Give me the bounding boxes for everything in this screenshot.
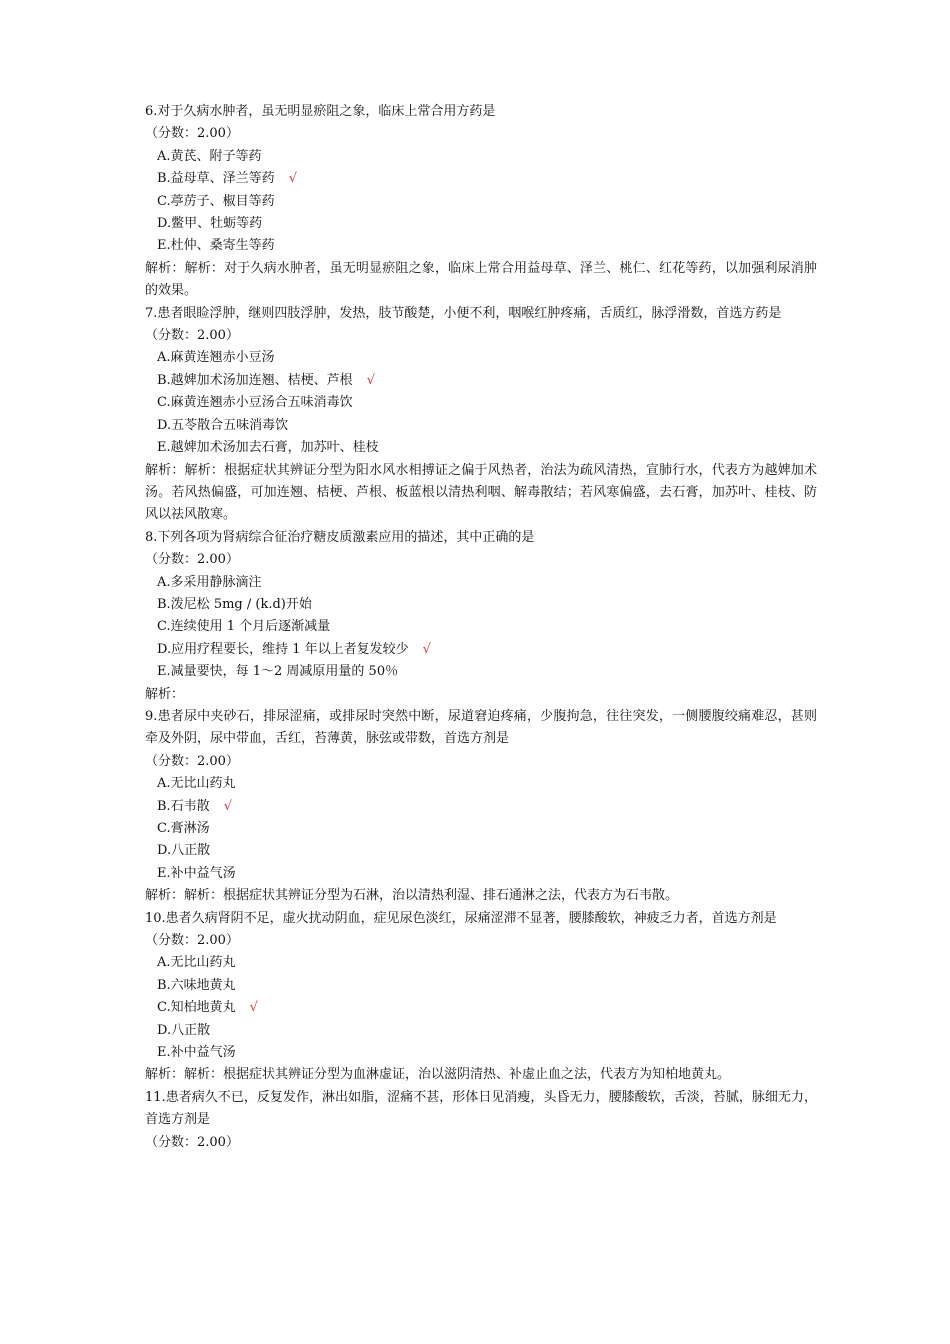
analysis: 解析：解析：根据症状其辨证分型为阳水风水相搏证之偏于风热者，治法为疏风清热，宣肺行水，代表方为越婢加术汤。若风热偏盛，可加连翘、桔梗、芦根、板蓝根以清热利咽、解毒散结；若风寒偏盛，去石膏，加苏叶、桂枝、防风以祛风散寒。 xyxy=(145,462,817,523)
option-text: B.六味地黄丸 xyxy=(157,977,236,993)
option-e xyxy=(145,437,817,459)
option-text: B.泼尼松 5mg / (k.d)开始 xyxy=(157,596,312,612)
question-stem: 7.患者眼睑浮肿，继则四肢浮肿，发热，肢节酸楚，小便不利，咽喉红肿疼痛，舌质红，脉浮滑数，首选方药是 xyxy=(145,305,782,321)
option-text: D.鳖甲、牡蛎等药 xyxy=(157,216,263,232)
option-a xyxy=(145,572,817,594)
option-text: D.应用疗程要长，维持 1 年以上者复发较少 xyxy=(157,641,409,657)
option-d xyxy=(145,639,817,661)
option-text: A.麻黄连翘赤小豆汤 xyxy=(157,350,275,366)
option-a xyxy=(145,773,817,795)
option-d xyxy=(145,213,817,235)
option-text: E.杜仲、桑寄生等药 xyxy=(157,238,275,254)
option-c xyxy=(145,392,817,414)
option-d xyxy=(145,415,817,437)
question-stem: 9.患者尿中夹砂石，排尿涩痛，或排尿时突然中断，尿道窘迫疼痛，少腹拘急，往往突发，一侧腰腹绞痛难忍，甚则牵及外阴，尿中带血，舌红，苔薄黄，脉弦或带数，首选方剂是 xyxy=(145,708,817,747)
option-text: E.补中益气汤 xyxy=(157,1045,236,1061)
option-text: C.麻黄连翘赤小豆汤合五味消毒饮 xyxy=(157,395,353,411)
option-c xyxy=(145,818,817,840)
correct-check-icon: √ xyxy=(223,798,232,814)
option-d xyxy=(145,1020,817,1042)
option-d xyxy=(145,840,817,862)
option-text: B.石韦散 xyxy=(157,798,210,814)
option-e xyxy=(145,235,817,257)
option-text: A.无比山药丸 xyxy=(157,776,236,792)
analysis: 解析：解析：根据症状其辨证分型为石淋，治以清热利湿、排石通淋之法，代表方为石韦散。 xyxy=(145,888,679,904)
question-stem: 11.患者病久不已，反复发作，淋出如脂，涩痛不甚，形体日见消瘦，头昏无力，腰膝酸软，舌淡，苔腻，脉细无力，首选方剂是 xyxy=(145,1089,817,1128)
question-stem: 8.下列各项为肾病综合征治疗糖皮质激素应用的描述，其中正确的是 xyxy=(145,529,535,545)
option-text: E.减量要快，每 1～2 周减原用量的 50％ xyxy=(157,664,399,680)
option-c xyxy=(145,191,817,213)
option-text: B.益母草、泽兰等药 xyxy=(157,171,275,187)
analysis: 解析：解析：对于久病水肿者，虽无明显瘀阻之象，临床上常合用益母草、泽兰、桃仁、红花等药，以加强利尿消肿的效果。 xyxy=(145,260,817,299)
document-body xyxy=(145,101,817,1154)
question-score: （分数：2.00） xyxy=(145,753,239,769)
option-text: A.无比山药丸 xyxy=(157,955,236,971)
question-score: （分数：2.00） xyxy=(145,328,239,344)
option-a xyxy=(145,952,817,974)
question-score: （分数：2.00） xyxy=(145,126,239,142)
option-text: A.黄芪、附子等药 xyxy=(157,148,262,164)
option-a xyxy=(145,347,817,369)
option-c xyxy=(145,616,817,638)
option-text: A.多采用静脉滴注 xyxy=(157,574,262,590)
option-b xyxy=(145,168,817,190)
correct-check-icon: √ xyxy=(366,372,375,388)
question-stem: 6.对于久病水肿者，虽无明显瘀阻之象，临床上常合用方药是 xyxy=(145,104,496,119)
option-e xyxy=(145,863,817,885)
analysis: 解析： xyxy=(145,686,185,702)
question-score: （分数：2.00） xyxy=(145,552,239,568)
option-c xyxy=(145,997,817,1019)
option-b xyxy=(145,594,817,616)
question-score: （分数：2.00） xyxy=(145,933,239,949)
option-text: E.补中益气汤 xyxy=(157,865,236,881)
option-b xyxy=(145,796,817,818)
option-b xyxy=(145,975,817,997)
option-text: C.葶苈子、椒目等药 xyxy=(157,193,275,209)
option-b xyxy=(145,370,817,392)
correct-check-icon: √ xyxy=(249,1000,258,1016)
analysis: 解析：解析：根据症状其辨证分型为血淋虚证，治以滋阴清热、补虚止血之法，代表方为知柏地黄丸。 xyxy=(145,1067,731,1083)
option-text: C.膏淋汤 xyxy=(157,821,210,836)
option-e xyxy=(145,1042,817,1064)
option-text: E.越婢加术汤加去石膏，加苏叶、桂枝 xyxy=(157,440,379,456)
option-text: D.八正散 xyxy=(157,843,211,859)
correct-check-icon: √ xyxy=(288,171,297,187)
option-text: C.知柏地黄丸 xyxy=(157,1000,236,1016)
option-text: C.连续使用 1 个月后逐渐减量 xyxy=(157,619,331,635)
option-text: B.越婢加术汤加连翘、桔梗、芦根 xyxy=(157,372,353,388)
option-text: D.八正散 xyxy=(157,1022,211,1038)
correct-check-icon: √ xyxy=(422,641,431,657)
question-stem: 10.患者久病肾阴不足，虚火扰动阴血，症见尿色淡红，尿痛涩滞不显著，腰膝酸软，神疲乏力者，首选方剂是 xyxy=(145,910,777,926)
option-e xyxy=(145,661,817,683)
option-text: D.五苓散合五味消毒饮 xyxy=(157,417,289,433)
question-score: （分数：2.00） xyxy=(145,1134,239,1150)
option-a xyxy=(145,146,817,168)
